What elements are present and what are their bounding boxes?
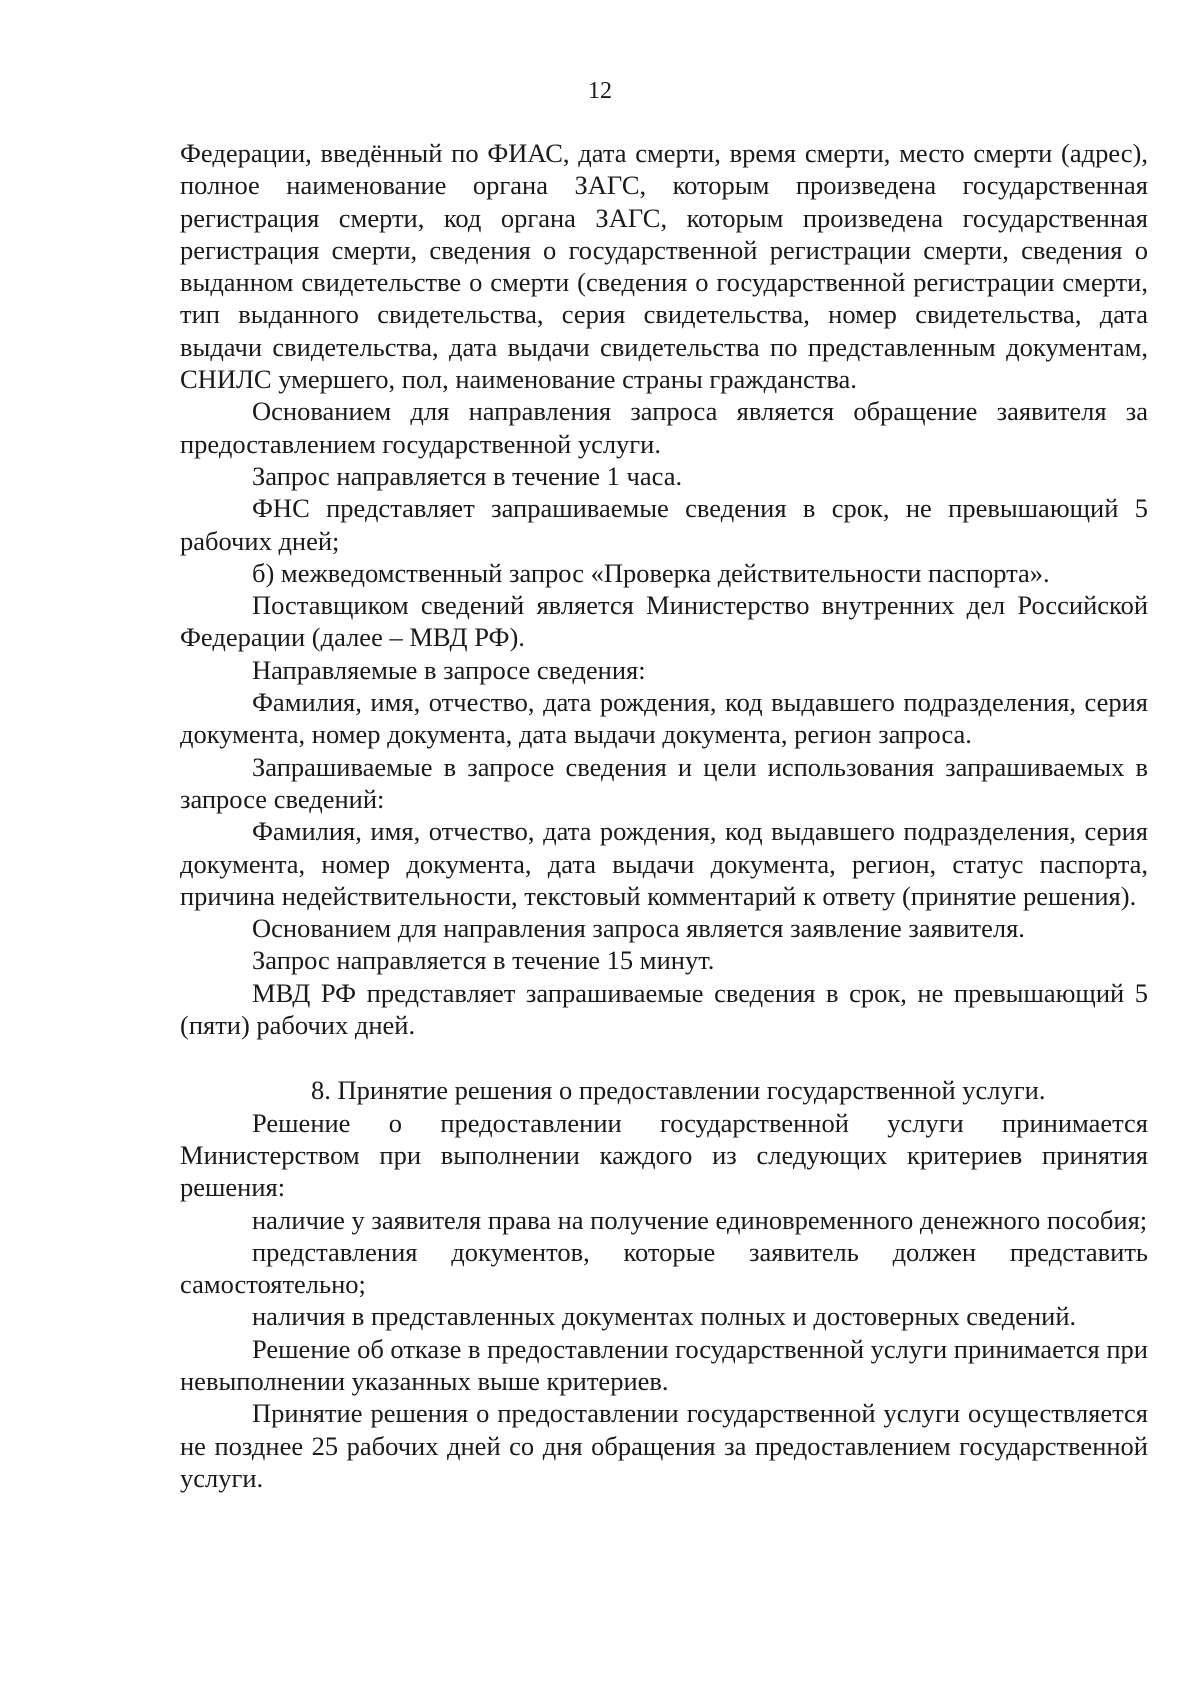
- paragraph: Направляемые в запросе сведения:: [252, 654, 646, 685]
- paragraph: МВД РФ представляет запрашиваемые сведения в срок, не превышающий 5 (пяти) рабочих дней.: [180, 977, 1148, 1041]
- page-number: 12: [588, 78, 612, 104]
- paragraph: Принятие решения о предоставлении государственной услуги осуществляется не позднее 25 рабочих дней со дня обращения за предоставлением государственной услуги.: [180, 1398, 1148, 1493]
- paragraph-continuation: Федерации, введённый по ФИАС, дата смерти, время смерти, место смерти (адрес), полное наименование органа ЗАГС, которым произведена государственная регистрация смерти, код органа ЗАГС, которым произведена государственная регистрация смерти, сведения о государственной регистрации смерти, сведения о выданном свидетельстве о смерти (сведения о государственной регистрации смерти, тип выданного свидетельства, серия свидетельства, номер свидетельства, дата выдачи свидетельства, дата выдачи свидетельства по представленным документам, СНИЛС умершего, пол, наименование страны гражданства.: [180, 138, 1148, 395]
- paragraph: Основанием для направления запроса является обращение заявителя за предоставлением государственной услуги.: [180, 396, 1148, 459]
- paragraph: Фамилия, имя, отчество, дата рождения, код выдавшего подразделения, серия документа, номер документа, дата выдачи документа, регион запроса.: [180, 687, 1148, 750]
- paragraph: наличие у заявителя права на получение единовременного денежного пособия;: [252, 1204, 1148, 1235]
- paragraph: б) межведомственный запрос «Проверка действительности паспорта».: [252, 557, 1050, 588]
- paragraph: Запрос направляется в течение 15 минут.: [252, 945, 715, 976]
- paragraph: представления документов, которые заявитель должен представить самостоятельно;: [180, 1236, 1148, 1300]
- paragraph: Решение об отказе в предоставлении государственной услуги принимается при невыполнении указанных выше критериев.: [180, 1333, 1148, 1396]
- paragraph: Решение о предоставлении государственной услуги принимается Министерством при выполнении каждого из следующих критериев принятия решения:: [180, 1107, 1148, 1203]
- paragraph: Фамилия, имя, отчество, дата рождения, код выдавшего подразделения, серия документа, номер документа, дата выдачи документа, регион, статус паспорта, причина недействительности, текстовый комментарий к ответу (принятие решения).: [180, 816, 1148, 911]
- document-body: [180, 137, 1148, 1494]
- paragraph: ФНС представляет запрашиваемые сведения в срок, не превышающий 5 рабочих дней;: [180, 493, 1148, 556]
- paragraph: Запрашиваемые в запросе сведения и цели использования запрашиваемых в запросе сведений:: [180, 751, 1148, 814]
- section-heading: 8. Принятие решения о предоставлении государственной услуги.: [311, 1075, 1046, 1106]
- paragraph: Основанием для направления запроса является заявление заявителя.: [252, 913, 1025, 944]
- paragraph: наличия в представленных документах полных и достоверных сведений.: [252, 1301, 1077, 1332]
- paragraph: Поставщиком сведений является Министерство внутренних дел Российской Федерации (далее – МВД РФ).: [180, 590, 1148, 653]
- paragraph: Запрос направляется в течение 1 часа.: [252, 460, 683, 491]
